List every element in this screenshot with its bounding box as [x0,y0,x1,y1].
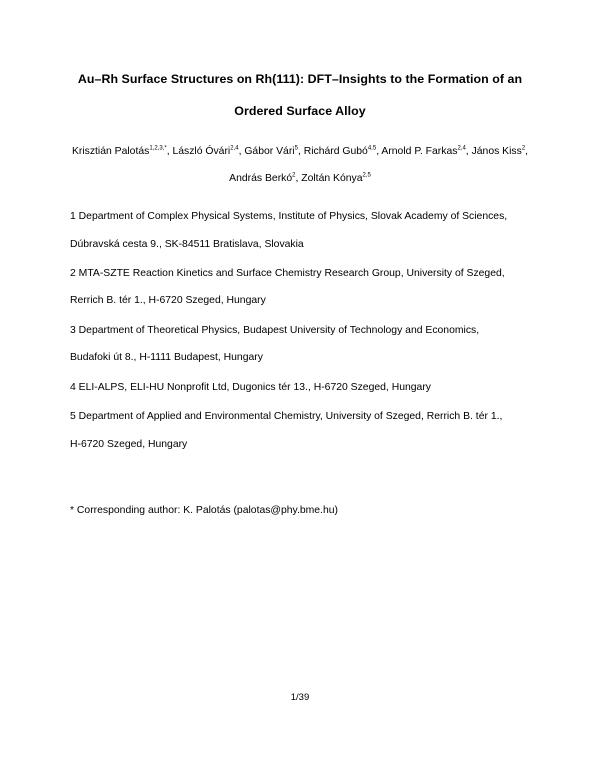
affiliation-superscript: 4,5 [367,145,377,152]
affiliation-5: 5 Department of Applied and Environmental Chemistry, University of Szeged, Rerrich B. tér 1., [70,411,503,422]
affiliation-4: 4 ELI-ALPS, ELI-HU Nonprofit Ltd, Dugonics tér 13., H-6720 Szeged, Hungary [70,382,431,393]
author: Zoltán Kónya$^{2,5}$ [301,172,371,184]
affiliation-1-address: Dúbravská cesta 9., SK-84511 Bratislava, Slovakia [70,239,304,250]
affiliation-5-address: H-6720 Szeged, Hungary [70,439,188,450]
affiliation-2-address: Rerrich B. tér 1., H-6720 Szeged, Hungary [70,295,266,306]
affiliation-superscript: 2,5 [362,172,371,179]
author: Krisztián Palotás$^{1,2,3,*}$, [71,145,173,157]
affiliation-superscript: 2,4 [230,145,239,152]
author: Arnold P. Farkas$^{2,4}$, [381,145,472,157]
corresponding-author-note: * Corresponding author: K. Palotás (palotas@phy.bme.hu) [70,505,338,516]
page-number: 1/39 [290,692,310,703]
author: László Óvári$^{2,4}$, [172,145,245,157]
author: Gábor Vári$^5$, [244,145,304,157]
affiliation-3-address: Budafoki út 8., H-1111 Budapest, Hungary [70,352,263,363]
authors-line-1 [0,146,600,157]
affiliation-1: 1 Department of Complex Physical Systems, Institute of Physics, Slovak Academy of Sciences, [70,211,508,222]
paper-title-line-1: Au–Rh Surface Structures on Rh(111): DFT–Insights to the Formation of an [77,72,523,86]
author: András Berkó$^2$, [229,172,302,184]
author: János Kiss$^2$, [471,145,529,157]
affiliation-2: 2 MTA-SZTE Reaction Kinetics and Surface Chemistry Research Group, University of Szeged, [70,268,505,279]
affiliation-3: 3 Department of Theoretical Physics, Budapest University of Technology and Economics, [70,325,480,336]
affiliation-superscript: 2 [292,172,296,179]
affiliation-superscript: 1,2,3,* [149,145,167,152]
affiliation-superscript: 2 [521,145,526,152]
authors-line-2 [0,173,600,184]
paper-title-line-2: Ordered Surface Alloy [234,104,366,118]
author: Richárd Gubó$^{4,5}$, [303,145,382,157]
affiliation-superscript: 2,4 [457,145,466,152]
affiliation-superscript: 5 [294,145,298,152]
